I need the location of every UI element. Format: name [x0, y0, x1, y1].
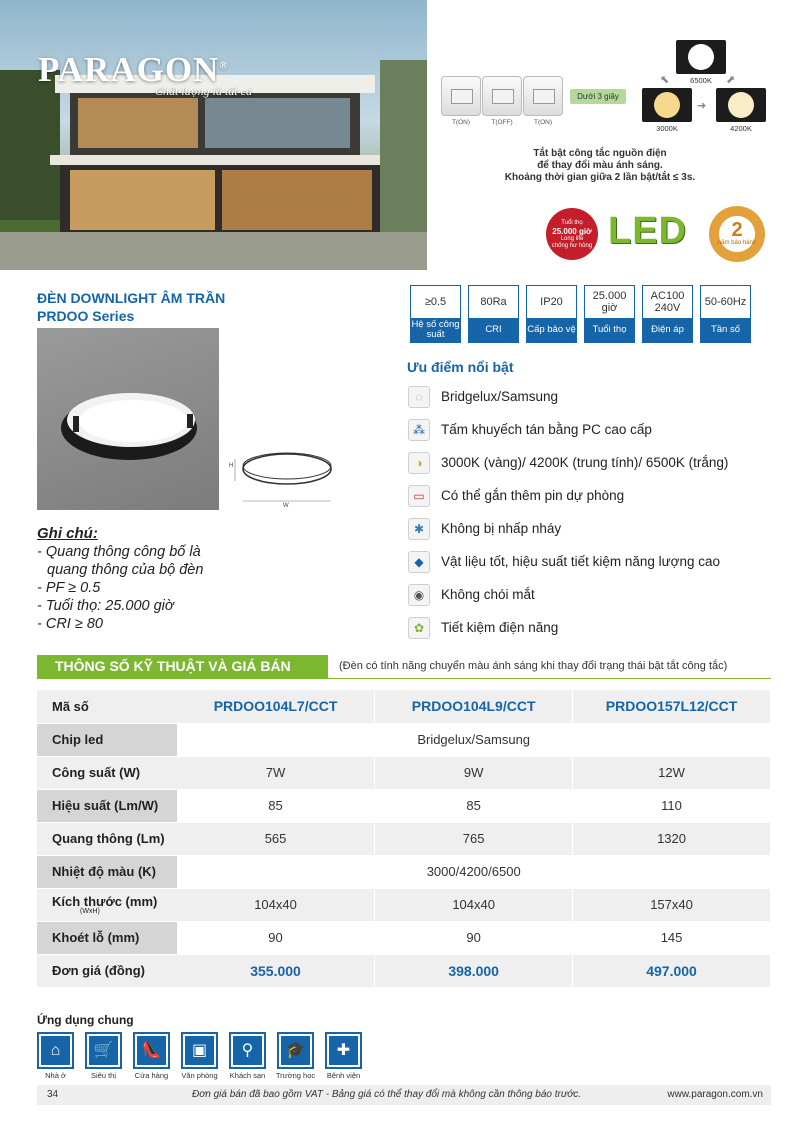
- arrow-right-icon: ➜: [697, 100, 707, 112]
- chip-icon: ◌: [408, 386, 430, 408]
- app-hotel: ⚲ Khách sạn: [229, 1032, 266, 1080]
- notes-heading: Ghi chú:: [37, 525, 98, 542]
- switch-label: T(ON): [451, 119, 471, 126]
- spec-table-note: (Đèn có tính năng chuyển màu ánh sáng khi thay đổi trạng thái bật tắt công tắc): [339, 660, 728, 672]
- dim-h-label: H: [229, 463, 234, 469]
- graduation-cap-icon: 🎓: [281, 1036, 310, 1065]
- switch-label: T(ON): [533, 119, 553, 126]
- footer-note: Đơn giá bán đã bao gồm VAT - Bảng giá có thể thay đổi mà không cần thông báo trước.: [192, 1089, 582, 1100]
- warranty-badge: 2 năm bảo hành: [709, 206, 765, 262]
- house-illustration: [0, 0, 427, 270]
- table-row: Chip led Bridgelux/Samsung: [37, 723, 771, 756]
- table-row: Mã số PRDOO104L7/CCT PRDOO104L9/CCT PRDOO157L12/CCT: [37, 690, 771, 723]
- list-item: ◆ Vật liệu tốt, hiệu suất tiết kiệm năng lượng cao: [408, 545, 728, 578]
- advantages-title: Ưu điểm nổi bật: [407, 359, 514, 375]
- medical-cross-icon: ✚: [329, 1036, 358, 1065]
- switch-on-icon: [441, 76, 481, 116]
- product-photo: [37, 328, 219, 510]
- spec-cri: 80Ra CRI: [468, 285, 519, 343]
- cct-4200k-swatch: [716, 88, 766, 122]
- computer-icon: ▣: [185, 1036, 214, 1065]
- table-row: Đơn giá (đồng) 355.000 398.000 497.000: [37, 954, 771, 987]
- timing-label: Dưới 3 giây: [570, 89, 626, 104]
- diamond-icon: ◆: [408, 551, 430, 573]
- lifetime-badge: Tuổi thọ 25.000 giờ Long life chống hư hỏng: [546, 208, 598, 260]
- table-row: Quang thông (Lm) 565 765 1320: [37, 822, 771, 855]
- cct-label: 3000K: [656, 124, 678, 133]
- list-item: ▭ Có thể gắn thêm pin dự phòng: [408, 479, 728, 512]
- page-number: 34: [47, 1089, 59, 1100]
- arrow-up-icon: ⬈: [726, 74, 736, 86]
- spec-lifetime: 25.000 giờ Tuổi thọ: [584, 285, 635, 343]
- table-row: Khoét lỗ (mm) 90 90 145: [37, 921, 771, 954]
- app-supermarket: 🛒 Siêu thị: [85, 1032, 122, 1080]
- list-item: ⁂ Tấm khuyếch tán bằng PC cao cấp: [408, 413, 728, 446]
- list-item: ✿ Tiết kiệm điện năng: [408, 611, 728, 644]
- home-icon: ⌂: [41, 1036, 70, 1065]
- cct-6500k-swatch: [676, 40, 726, 74]
- list-item: ✱ Không bị nhấp nháy: [408, 512, 728, 545]
- spec-boxes: [410, 285, 758, 343]
- page-footer: [37, 1085, 771, 1105]
- spec-frequency: 50-60Hz Tần số: [700, 285, 751, 343]
- spec-power-factor: ≥0.5 Hệ số công suất: [410, 285, 461, 343]
- cct-label: 6500K: [690, 76, 712, 85]
- brand-logo: PARAGON®: [38, 50, 229, 89]
- spec-table: [37, 690, 771, 988]
- spec-table-title: THÔNG SỐ KỸ THUẬT VÀ GIÁ BÁN: [37, 655, 328, 678]
- dim-w-label: W: [283, 503, 289, 509]
- app-hospital: ✚ Bệnh viện: [325, 1032, 362, 1080]
- diffuser-icon: ⁂: [408, 419, 430, 441]
- applications-list: [37, 1032, 373, 1080]
- flicker-free-icon: ✱: [408, 518, 430, 540]
- list-item: ◉ Không chói mắt: [408, 578, 728, 611]
- website-link[interactable]: www.paragon.com.vn: [667, 1089, 763, 1100]
- cct-label: 4200K: [730, 124, 752, 133]
- color-temp-icon: ◑: [408, 452, 430, 474]
- switch-on-icon: [523, 76, 563, 116]
- dimension-drawing: [225, 445, 335, 510]
- spec-voltage: AC100 240V Điện áp: [642, 285, 693, 343]
- app-shop: 👠 Cửa hàng: [133, 1032, 170, 1080]
- table-row: Công suất (W) 7W 9W 12W: [37, 756, 771, 789]
- switch-description: Tắt bật công tắc nguồn điện để thay đổi màu ánh sáng. Khoảng thời gian giữa 2 lần bật/tắt ≤ 3s.: [504, 148, 696, 183]
- feature-badges: [546, 206, 776, 266]
- table-row: Kích thước (mm) (WxH) 104x40 104x40 157x40: [37, 888, 771, 921]
- app-office: ▣ Văn phòng: [181, 1032, 218, 1080]
- notes: Ghi chú: - Quang thông công bố là quang thông của bộ đèn - PF ≥ 0.5 - Tuổi thọ: 25.000 giờ - CRI ≥ 80: [37, 525, 204, 632]
- table-row: Hiệu suất (Lm/W) 85 85 110: [37, 789, 771, 822]
- hero-house-photo: [0, 0, 427, 270]
- spec-ip: IP20 Cấp bảo vệ: [526, 285, 577, 343]
- downlight-image: [37, 328, 219, 510]
- led-logo: LED: [608, 210, 687, 252]
- divider: [37, 678, 771, 679]
- cart-icon: 🛒: [89, 1036, 118, 1065]
- app-school: 🎓 Trường học: [277, 1032, 314, 1080]
- eye-icon: ◉: [408, 584, 430, 606]
- advantages-list: [408, 380, 728, 644]
- cct-3000k-swatch: [642, 88, 692, 122]
- applications-title: Ứng dụng chung: [37, 1013, 134, 1027]
- leaf-icon: ✿: [408, 617, 430, 639]
- switch-label: T(OFF): [491, 119, 513, 126]
- table-row: Nhiệt độ màu (K) 3000/4200/6500: [37, 855, 771, 888]
- bellboy-icon: ⚲: [233, 1036, 262, 1065]
- switch-off-icon: [482, 76, 522, 116]
- list-item: ◑ 3000K (vàng)/ 4200K (trung tính)/ 6500K (trắng): [408, 446, 728, 479]
- list-item: ◌ Bridgelux/Samsung: [408, 380, 728, 413]
- product-title: ĐÈN DOWNLIGHT ÂM TRẦN PRDOO Series: [37, 290, 226, 324]
- battery-icon: ▭: [408, 485, 430, 507]
- app-home: ⌂ Nhà ở: [37, 1032, 74, 1080]
- shoe-icon: 👠: [137, 1036, 166, 1065]
- arrow-up-icon: ⬉: [660, 74, 670, 86]
- brand-tagline: Chất lượng là tất cả: [155, 84, 252, 98]
